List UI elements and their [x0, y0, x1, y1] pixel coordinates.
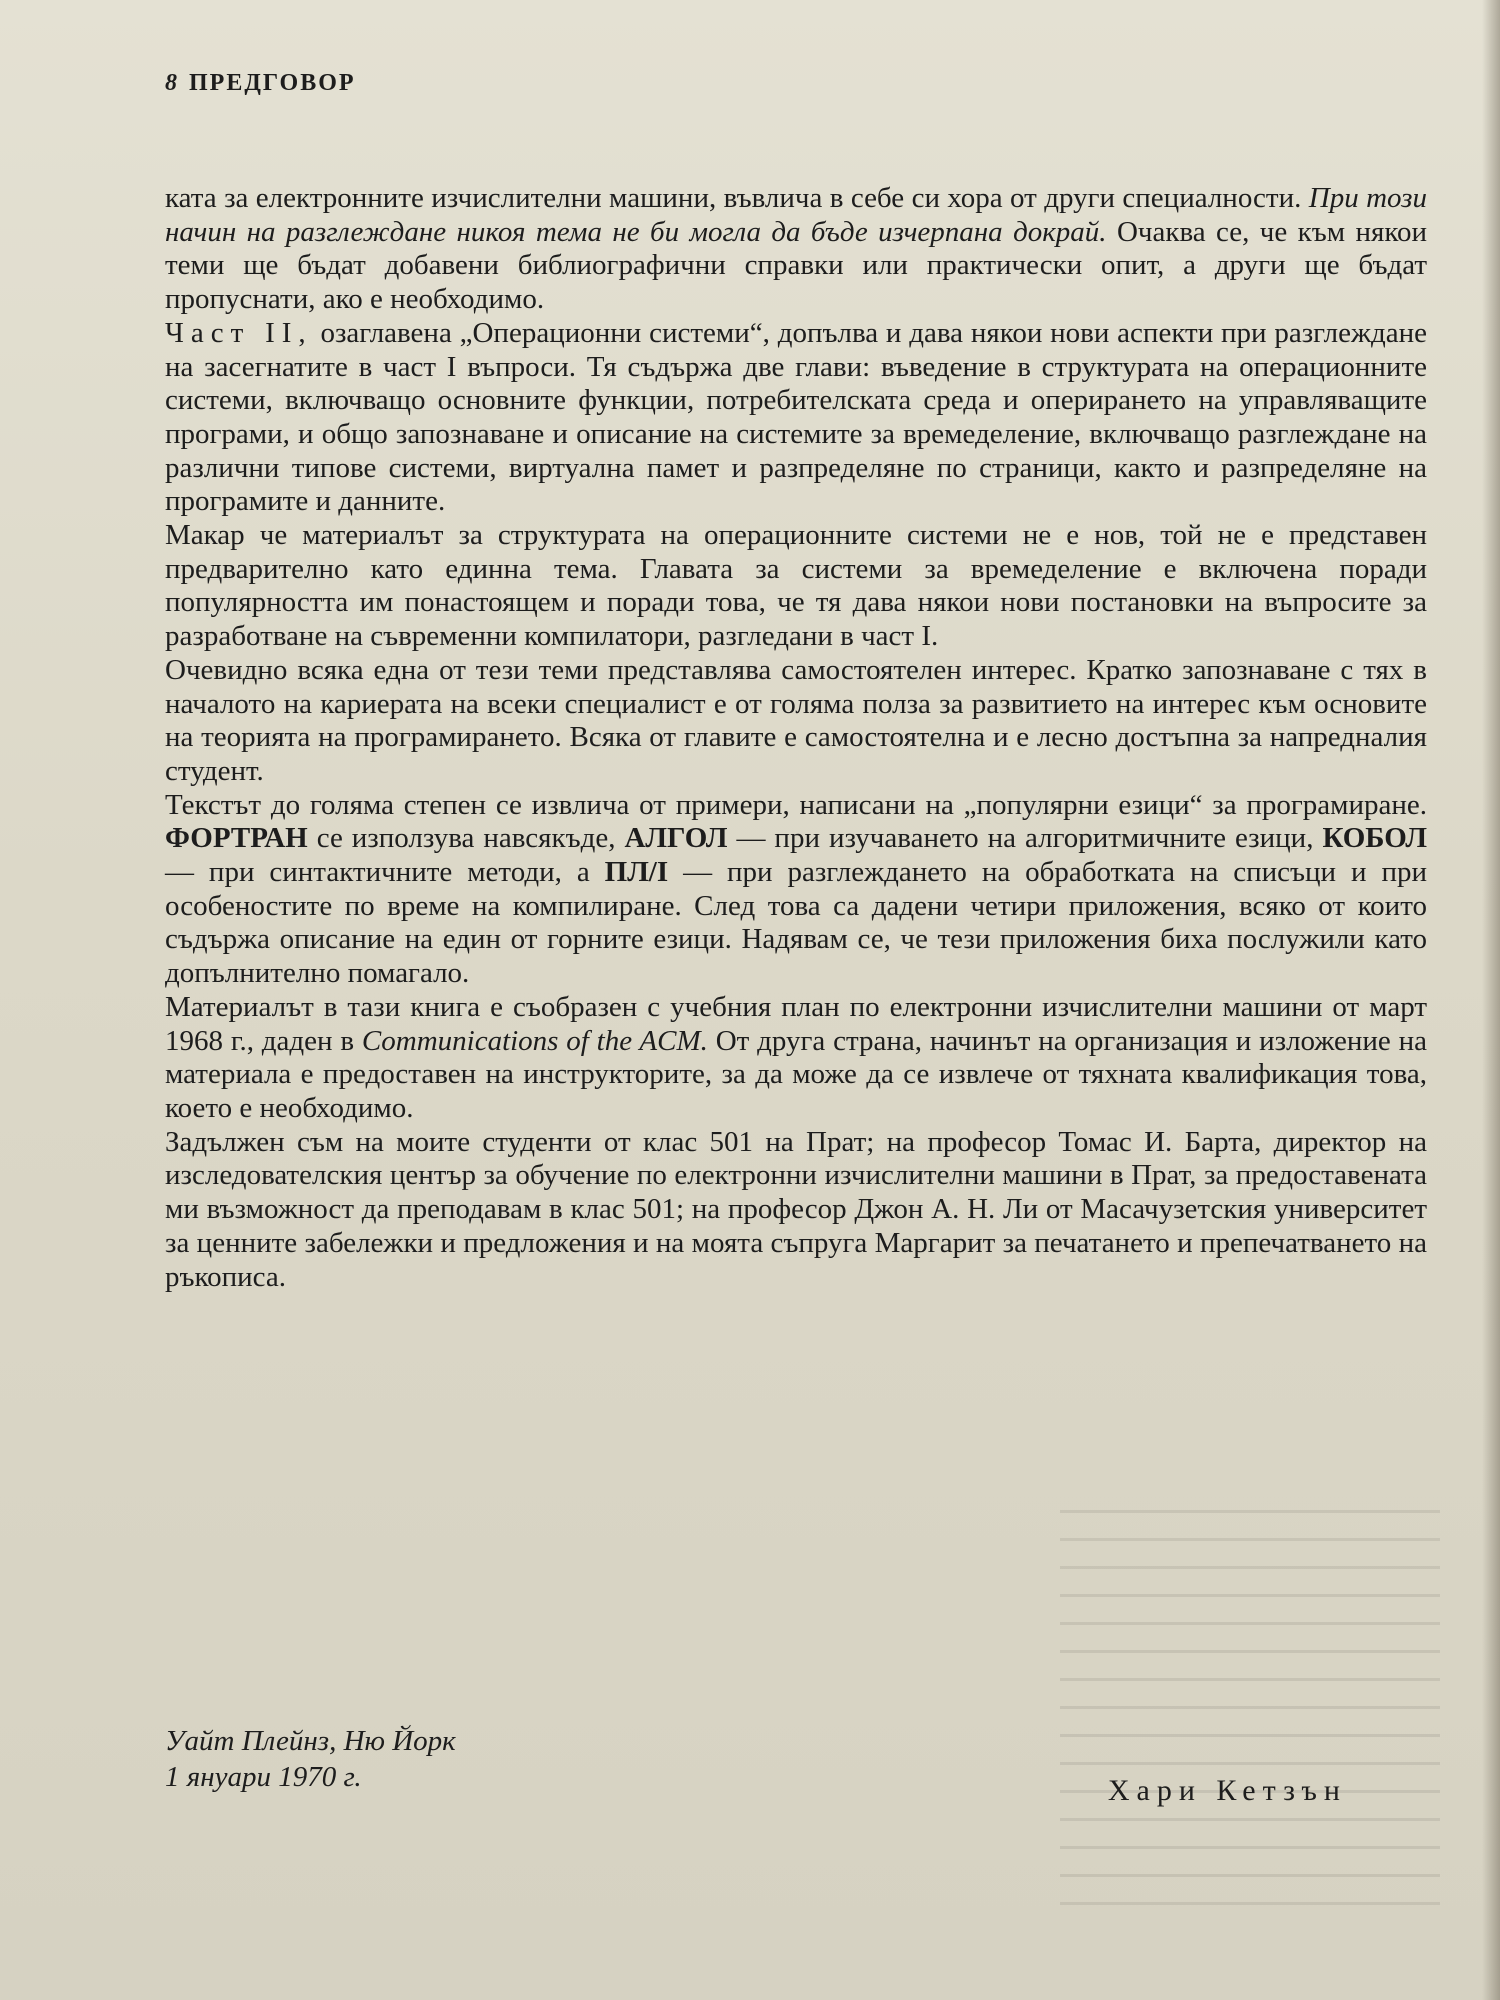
- text-run: — при изучаването на алгоритмичните езици,: [727, 822, 1323, 855]
- italic-text-run: При този начин на разглеждане никоя тема не би могла да бъде изчерпана докрай.: [165, 182, 1427, 248]
- text-run: — при синтактичните методи, а: [165, 856, 605, 889]
- language-name: ФОРТРАН: [165, 822, 308, 855]
- paragraph-1: [165, 182, 1427, 317]
- signature-place: Уайт Плейнз, Ню Йорк: [165, 1725, 456, 1757]
- language-name: ПЛ/I: [604, 856, 669, 889]
- running-header: [165, 70, 356, 97]
- show-through-text: [1060, 1510, 1440, 1930]
- text-run: Текстът до голяма степен се извлича от примери, написани на „популярни езици“ за програмиране.: [165, 788, 1427, 821]
- text-run: — при разглеждането на обработката на списъци и при особеностите по време на компилиране. След това са дадени четири приложения, всяко от които съдържа описание на един от горните езици. Надявам се, че тези приложения биха послужили като допълнително помагало.: [165, 856, 1427, 990]
- running-header-title: ПРЕДГОВОР: [189, 70, 356, 96]
- page-number: 8: [165, 70, 179, 96]
- paragraph-3: Макар че материалът за структурата на операционните системи не е нов, той не е представен предварително като единна тема. Главата за системи за времеделение е включена поради популярността им понастоящем и поради това, че тя дава някои нови постановки на въпросите за разработване на съвременни компилатори, разгледани в част I.: [165, 519, 1427, 653]
- signature-block: [165, 1723, 1427, 1807]
- text-run: се използува навсякъде,: [307, 822, 625, 855]
- paragraph-6: [165, 991, 1427, 1126]
- page-edge-shadow: [1482, 0, 1500, 2000]
- language-name: КОБОЛ: [1322, 822, 1427, 855]
- signature-author: Хари Кетзън: [1107, 1774, 1347, 1807]
- text-run: ката за електронните изчислителни машини, въвлича в себе си хора от други специалности.: [165, 182, 1309, 214]
- text-run: Материалът в тази книга е съобразен с учебния план по електронни изчислителни машини от март 1968 г., даден в: [165, 990, 1427, 1057]
- part-label: Част II,: [165, 316, 313, 349]
- text-run: озаглавена „Операционни системи“, допълва и дава някои нови аспекти при разглеждане на засегнатите в част I въпроси. Тя съдържа две глави: въведение в структурата на операционните системи, включващо основните функции, потребителската среда и оперирането на управляващите програми, и общо запознаване и описание на системите за времеделение, включващо разглеждане на различни типове системи, виртуална памет и разпределяне по страници, както и разпределяне на програмите и данните.: [165, 316, 1428, 518]
- text-run: От друга страна, начинът на организация и изложение на материала е предоставен на инструкторите, за да може да се извлече от тяхната квалификация това, което е необходимо.: [165, 1024, 1427, 1124]
- paragraph-4: Очевидно всяка една от тези теми представлява самостоятелен интерес. Кратко запознаване с тях в началото на кариерата на всеки специалист е от голяма полза за развитието на интерес към основите на теорията на програмирането. Всяка от главите е самостоятелна и е лесно достъпна за напредналия студент.: [165, 653, 1427, 787]
- journal-title: Communications of the ACM.: [361, 1024, 708, 1057]
- language-name: АЛГОЛ: [624, 822, 728, 855]
- paragraph-5: [165, 789, 1427, 991]
- signature-date: 1 януари 1970 г.: [165, 1761, 362, 1793]
- body-text: [165, 182, 1427, 1294]
- paragraph-7: Задължен съм на моите студенти от клас 501 на Прат; на професор Томас И. Барта, директор на изследователския център за обучение по електронни изчислителни машини в Прат, за предоставената ми възможност да преподавам в клас 501; на професор Джон А. Н. Ли от Масачузетския университет за ценните забележки и предложения и на моята съпруга Маргарит за печатането и препечатването на ръкописа.: [165, 1125, 1427, 1293]
- text-run: Очаква се, че към някои теми ще бъдат добавени библиографични справки или практически опит, а други ще бъдат пропуснати, ако е необходимо.: [165, 215, 1427, 316]
- paragraph-2: [165, 317, 1427, 519]
